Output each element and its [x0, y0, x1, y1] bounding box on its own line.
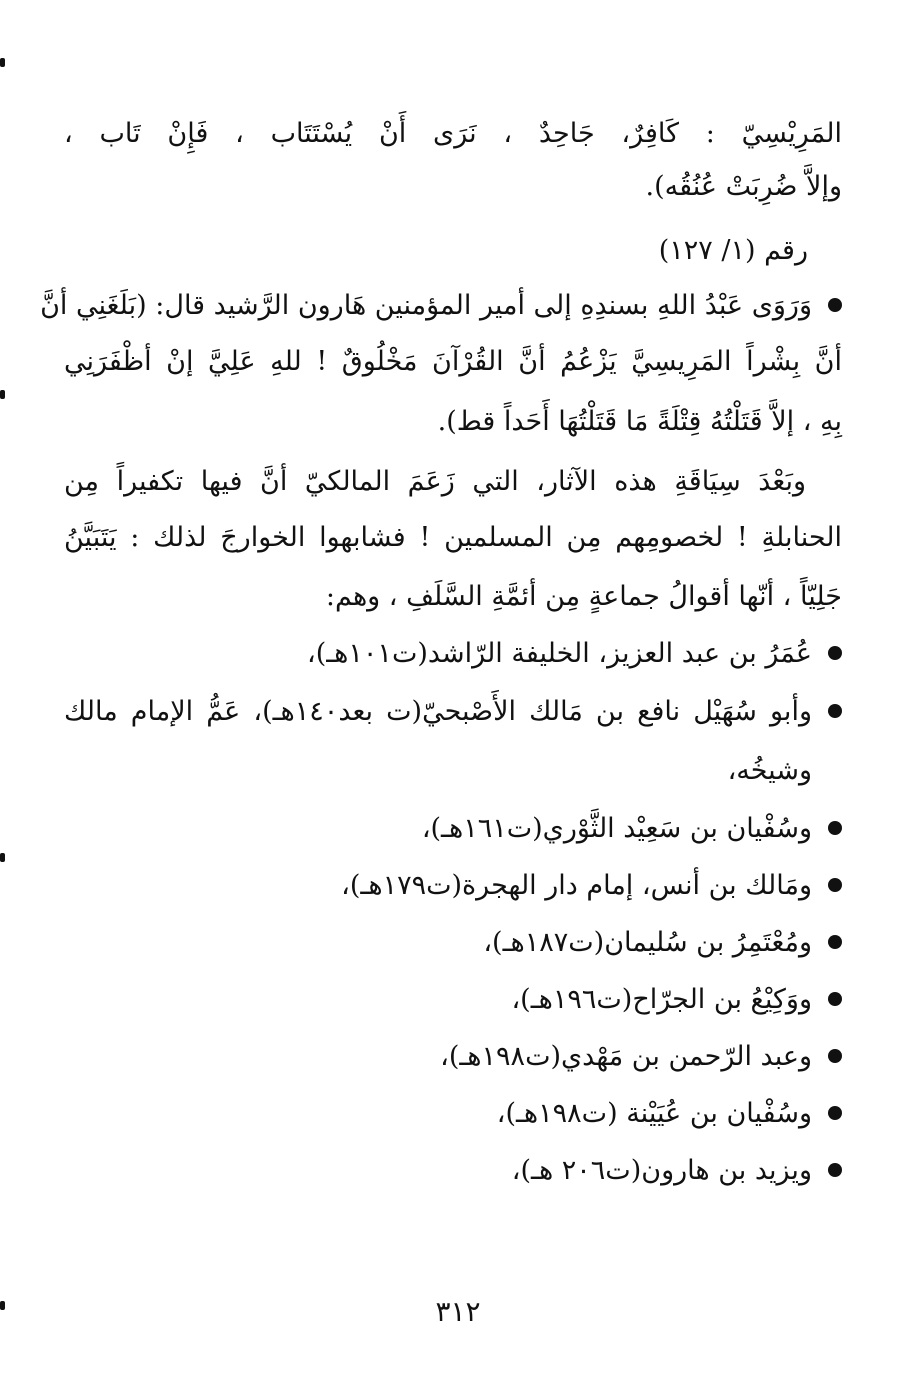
bullet-icon [828, 646, 842, 660]
bullet-icon [828, 992, 842, 1006]
list-item: ووَكِيْعُ بن الجرّاح(ت١٩٦هـ)، [511, 984, 812, 1015]
scan-mark [0, 1301, 5, 1310]
scan-mark [0, 853, 5, 862]
list-item: ويزيد بن هارون(ت٢٠٦ هـ)، [511, 1155, 812, 1186]
list-item: عُمَرُ بن عبد العزيز، الخليفة الرّاشد(ت١٠١هـ)، [307, 638, 812, 669]
scan-mark [0, 58, 5, 67]
bullet-icon [828, 1106, 842, 1120]
list-item: وسُفْيان بن عُيَيْنة (ت١٩٨هـ)، [496, 1098, 812, 1129]
text-line: المَرِيْسِيّ : كَافِرٌ، جَاحِدٌ ، نَرَى أَنْ يُسْتَتَاب ، فَإِنْ تَاب ، [64, 118, 842, 149]
paragraph-line: جَلِيّاً ، أنّها أقوالُ جماعةٍ مِن أئمَّةِ السَّلَفِ ، وهم: [325, 581, 842, 612]
list-item: وأبو سُهَيْل نافع بن مَالك الأَصْبحيّ(ت بعد١٤٠هـ)، عَمُّ الإمام مالك [64, 696, 812, 727]
text-line: وَرَوَى عَبْدُ اللهِ بسندِهِ إلى أمير المؤمنين هَارون الرَّشيد قال: (بَلَغَنِي أنَّ [40, 290, 812, 321]
text-line: أنَّ بِشْراً المَرِيسِيَّ يَزْعُمُ أنَّ القُرْآنَ مَخْلُوقٌ ! للهِ عَلِيَّ إنْ أظْفَرَنِي [64, 346, 842, 377]
list-item: وسُفْيان بن سَعِيْد الثَّوْري(ت١٦١هـ)، [421, 813, 812, 844]
bullet-icon [828, 298, 842, 312]
bullet-icon [828, 878, 842, 892]
bullet-icon [828, 821, 842, 835]
text-line: وإلاَّ ضُرِبَتْ عُنُقُه). [645, 171, 842, 202]
bullet-icon [828, 1049, 842, 1063]
list-item-continuation: وشيخُه، [727, 755, 812, 786]
page-number: ٣١٢ [435, 1295, 481, 1328]
list-item: ومَالك بن أنس، إمام دار الهجرة(ت١٧٩هـ)، [341, 870, 812, 901]
list-item: ومُعْتَمِرُ بن سُليمان(ت١٨٧هـ)، [483, 927, 812, 958]
text-line: بِهِ ، إلاَّ قَتَلْتُهُ قِتْلَةً مَا قَتَلْتُهَا أَحَداً قط). [437, 406, 842, 437]
bullet-icon [828, 1163, 842, 1177]
bullet-icon [828, 704, 842, 718]
paragraph-line: الحنابلةِ ! لخصومِهم مِن المسلمين ! فشابهوا الخوارجَ لذلك : يَتَبَيَّنُ [64, 522, 842, 553]
paragraph-line: وبَعْدَ سِيَاقَةِ هذه الآثار، التي زَعَمَ المالكيّ أنَّ فيها تكفيراً مِن [64, 466, 806, 497]
reference-number: رقم (١/ ١٢٧) [658, 235, 808, 266]
list-item: وعبد الرّحمن بن مَهْدي(ت١٩٨هـ)، [440, 1041, 812, 1072]
scan-mark [0, 390, 5, 399]
bullet-icon [828, 935, 842, 949]
